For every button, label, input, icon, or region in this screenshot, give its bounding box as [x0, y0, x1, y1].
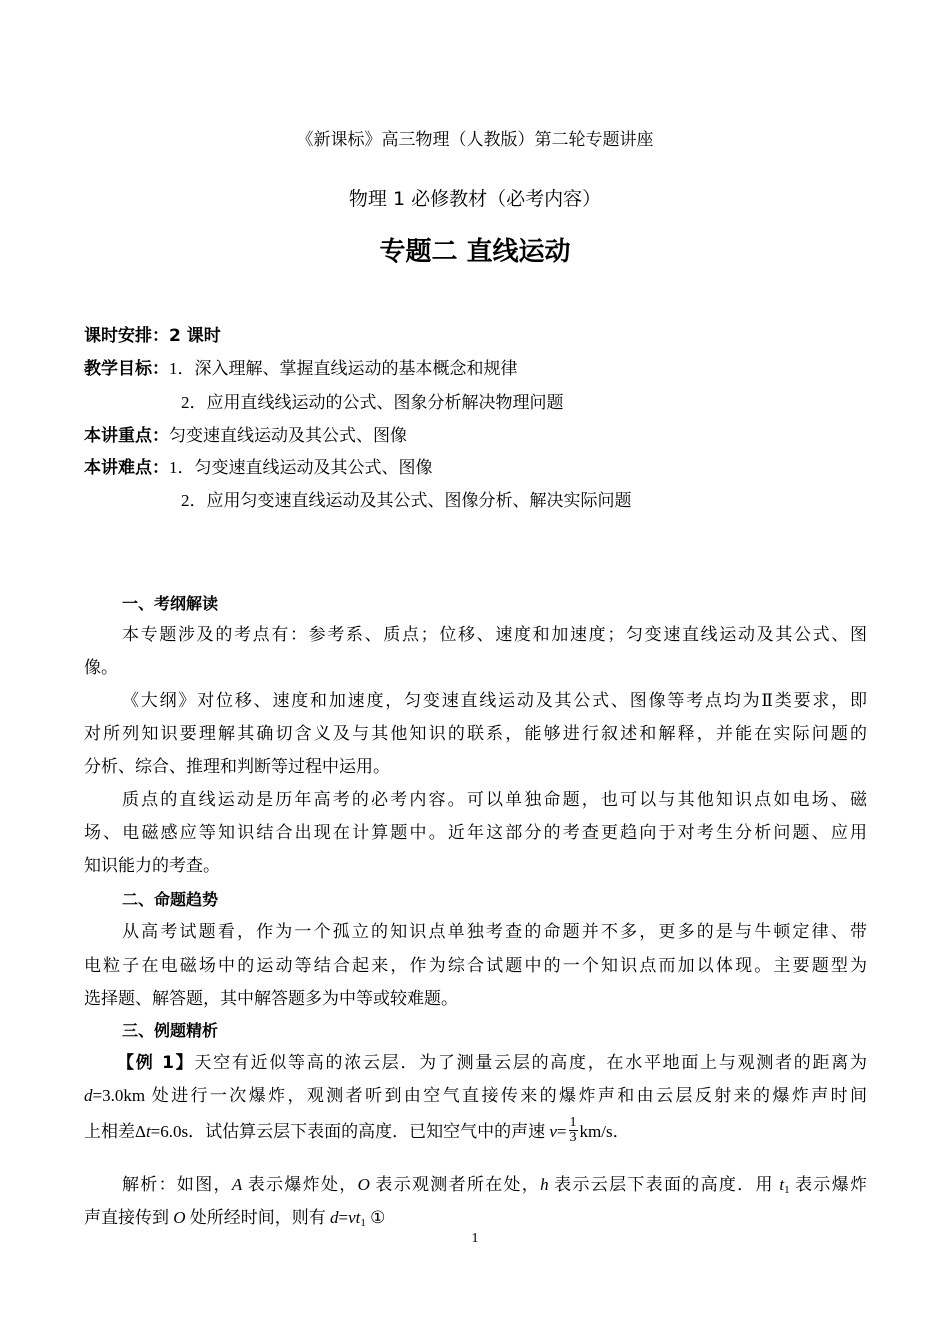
- example-1-text-3b: =6.0s．试估算云层下表面的高度．已知空气中的声速: [150, 1122, 550, 1141]
- equals-sign-2: =: [338, 1208, 349, 1227]
- section-1-p2-line3: 分析、综合、推理和判断等过程中运用。: [84, 757, 390, 776]
- difficulty-label: 本讲难点：: [84, 458, 169, 478]
- speed-unit: km/s．: [579, 1122, 630, 1141]
- example-1-text-1: 天空有近似等高的浓云层．为了测量云层的高度，在水平地面上与观测者的距离为: [194, 1053, 867, 1072]
- var-A: A: [231, 1175, 243, 1194]
- section-2-p1-line3: 选择题、解答题，其中解答题多为中等或较难题。: [84, 989, 458, 1008]
- difficulty-2: 2．应用匀变速直线运动及其公式、图像分析、解决实际问题: [181, 491, 632, 510]
- var-O-2: O: [173, 1208, 186, 1227]
- solution-text-1c: 表示观测者所在处，: [369, 1175, 541, 1194]
- solution-text-1a: 解析：如图，: [122, 1175, 232, 1194]
- var-d: d: [84, 1086, 93, 1105]
- section-1-p2-line2: 对所列知识要理解其确切含义及与其他知识的联系，能够进行叙述和解释，并能在实际问题的: [84, 724, 867, 743]
- solution-text-2b: 处所经时间，则有: [185, 1208, 331, 1227]
- solution-line1: [122, 1174, 867, 1201]
- example-1-line1: [117, 1052, 867, 1074]
- var-v: v: [549, 1122, 557, 1141]
- focus-row: [84, 425, 407, 447]
- section-1-p1-line1: 本专题涉及的考点有：参考系、质点；位移、速度和加速度；匀变速直线运动及其公式、图: [122, 625, 867, 644]
- equals-sign: =: [556, 1122, 567, 1141]
- section-2-p1-line2: 电粒子在电磁场中的运动等结合起来，作为综合试题中的一个知识点而加以体现。主要题型为: [84, 956, 867, 975]
- section-1-heading: 一、考纲解读: [122, 594, 219, 613]
- var-h: h: [540, 1175, 549, 1194]
- section-2-heading: 二、命题趋势: [122, 890, 219, 909]
- var-t1-2: t: [355, 1208, 361, 1227]
- fraction-one-third: [569, 1116, 578, 1145]
- example-1-tag: 【例 1】: [117, 1053, 195, 1073]
- example-1-text-3a: 上相差Δ: [84, 1122, 146, 1141]
- goals-label: 教学目标：: [84, 359, 169, 379]
- focus-label: 本讲重点：: [84, 426, 169, 446]
- section-2-p1-line1: 从高考试题看，作为一个孤立的知识点单独考查的命题并不多，更多的是与牛顿定律、带: [122, 922, 867, 941]
- subtitle: 物理 1 必修教材（必考内容）: [348, 188, 602, 210]
- example-1-line2: [84, 1085, 867, 1107]
- focus-value: 匀变速直线运动及其公式、图像: [169, 426, 407, 445]
- section-3-heading: 三、例题精析: [122, 1021, 219, 1040]
- section-1-p1-line2: 像。: [84, 658, 118, 677]
- hours-value: 2 课时: [169, 326, 221, 346]
- section-1-p3-line1: 质点的直线运动是历年高考的必考内容。可以单独命题，也可以与其他知识点如电场、磁: [122, 790, 867, 809]
- goal-2: 2．应用直线线运动的公式、图象分析解决物理问题: [181, 393, 564, 412]
- solution-text-1e: 表示爆炸: [789, 1175, 868, 1194]
- var-t1: t: [779, 1175, 785, 1194]
- hours-label: 课时安排：: [84, 326, 169, 346]
- subscript-1: 1: [784, 1184, 790, 1196]
- var-v-2: v: [348, 1208, 356, 1227]
- page-title: 专题二 直线运动: [379, 237, 571, 267]
- equation-marker-1: ①: [365, 1208, 386, 1227]
- section-1-p3-line3: 知识能力的考查。: [84, 856, 220, 875]
- solution-text-1b: 表示爆炸处，: [242, 1175, 358, 1194]
- fraction-numerator: 1: [569, 1114, 577, 1130]
- page-number: 1: [471, 1231, 479, 1246]
- fraction-denominator: 3: [569, 1129, 577, 1145]
- section-1-p3-line2: 场、电磁感应等知识结合出现在计算题中。近年这部分的考查更趋向于对考生分析问题、应用: [84, 823, 867, 842]
- solution-text-1d: 表示云层下表面的高度．用: [548, 1175, 780, 1194]
- series-title: 《新课标》高三物理（人教版）第二轮专题讲座: [296, 130, 654, 149]
- var-d-2: d: [330, 1208, 339, 1227]
- section-1-p2-line1: 《大纲》对位移、速度和加速度，匀变速直线运动及其公式、图像等考点均为Ⅱ类要求，即: [122, 691, 867, 710]
- difficulty-row: [84, 457, 433, 479]
- goal-1: 1．深入理解、掌握直线运动的基本概念和规律: [169, 359, 518, 378]
- example-1-text-2: =3.0km 处进行一次爆炸，观测者听到由空气直接传来的爆炸声和由云层反射来的爆炸声时间: [92, 1086, 867, 1105]
- hours-row: [84, 325, 221, 347]
- example-1-line3: [84, 1114, 630, 1148]
- difficulty-1: 1．匀变速直线运动及其公式、图像: [169, 458, 433, 477]
- subscript-1-2: 1: [360, 1217, 366, 1229]
- var-O: O: [357, 1175, 370, 1194]
- var-t: t: [145, 1122, 151, 1141]
- goals-row: [84, 358, 518, 380]
- solution-text-2a: 声直接传到: [84, 1208, 174, 1227]
